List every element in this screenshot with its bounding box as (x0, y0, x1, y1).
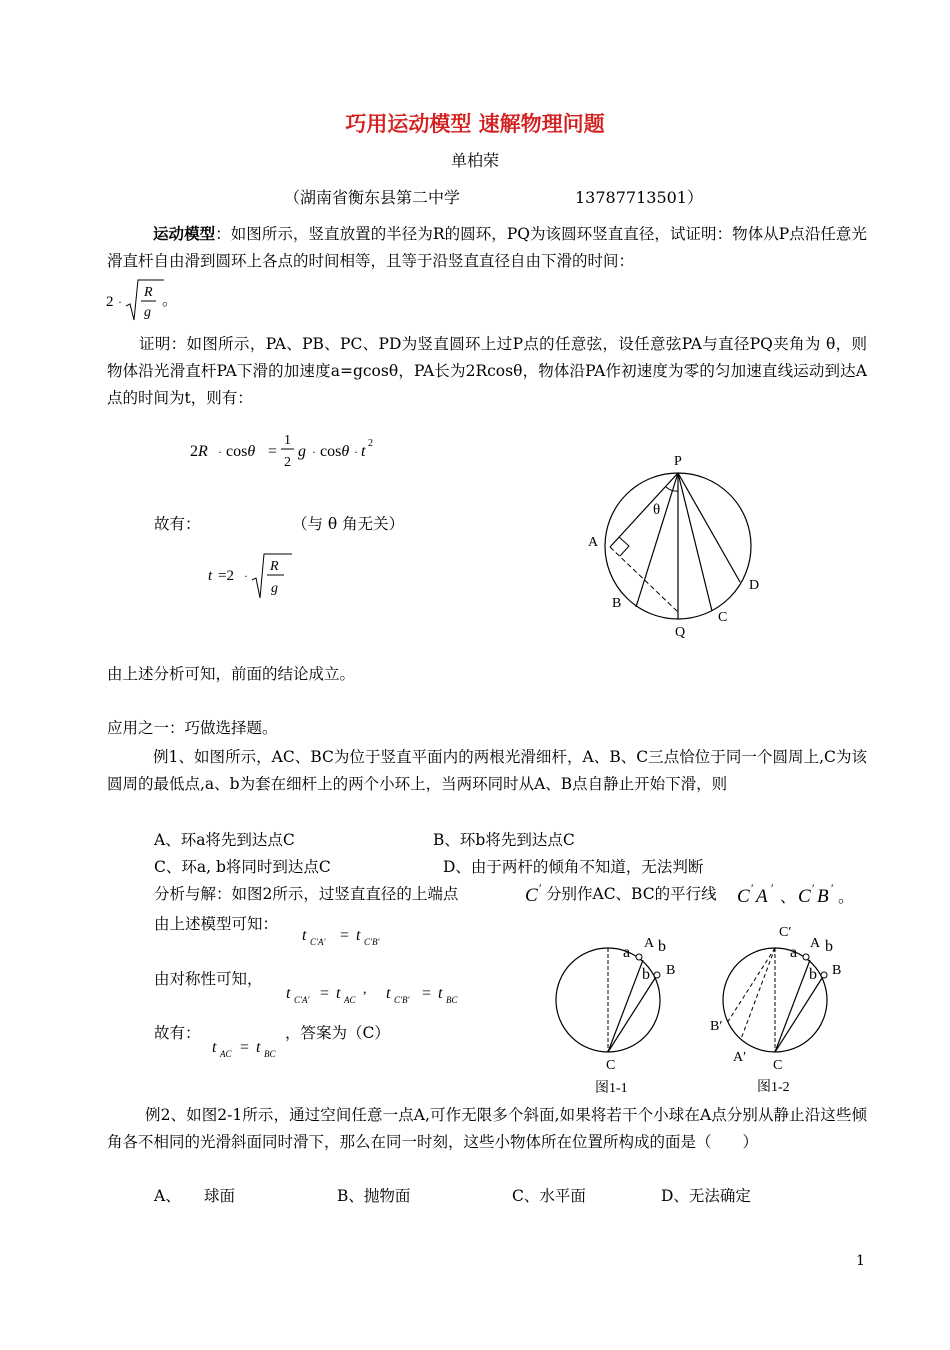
formula-equation (188, 424, 388, 476)
model-paragraph (107, 220, 867, 275)
phone: 13787713501） (575, 188, 703, 207)
fig12-label-c: C (773, 1058, 783, 1073)
svg-text:C: C (737, 886, 750, 907)
page-number: 1 (856, 1253, 865, 1269)
svg-text:=: = (240, 1039, 250, 1056)
formula-symmetry (284, 976, 474, 1008)
formula-tac-eq-tbc (210, 1030, 290, 1062)
svg-text:C: C (798, 886, 811, 907)
example1-option-a: A、环a将先到达点C (154, 831, 295, 849)
svg-text:cosθ: cosθ (320, 443, 350, 460)
svg-text:BC: BC (446, 995, 458, 1005)
svg-text:′: ′ (831, 881, 834, 895)
fig12-label-a-prime: A′ (733, 1050, 747, 1065)
svg-text:AC: AC (220, 1049, 232, 1059)
fig11-label-ring-a: a (623, 944, 631, 961)
svg-text:t: t (336, 985, 341, 1002)
example1-answer: ，答案为（C） (285, 1024, 390, 1042)
svg-text:C′B′: C′B′ (364, 937, 380, 947)
example1-analysis2: 分别作AC、BC的平行线 (546, 885, 717, 903)
fig11-label-b: B (666, 963, 676, 978)
svg-text:t: t (256, 1039, 261, 1056)
svg-text:2R: 2R (190, 443, 208, 460)
figure-circle-chords (580, 448, 780, 648)
proof-note: （与 θ 角无关） (292, 515, 405, 533)
model-text: ：如图所示，竖直放置的半径为R的圆环，PQ为该圆环竖直直径，试证明：物体从P点沿任意光滑直杆自由滑到圆环上各点的时间相等，且等于沿竖直直径自由下滑的时间： (107, 225, 867, 270)
svg-text:BC: BC (264, 1049, 276, 1059)
svg-text:2: 2 (284, 455, 291, 470)
svg-text:、: 、 (780, 889, 797, 906)
affiliation: （湖南省衡东县第二中学 (284, 188, 461, 207)
svg-text:AC: AC (344, 995, 356, 1005)
example1-option-d: D、由于两杆的倾角不知道，无法判断 (443, 858, 704, 876)
fig1-label-c: C (718, 610, 728, 625)
fig1-label-a: A (588, 535, 599, 550)
fig12-ring-b (821, 972, 827, 978)
svg-text:t: t (356, 927, 361, 944)
svg-text:·: · (218, 445, 222, 459)
svg-text:=: = (340, 927, 350, 944)
fig12-caption: 图1-2 (757, 1080, 790, 1095)
svg-text:2: 2 (106, 294, 114, 310)
svg-text:g: g (144, 305, 151, 320)
svg-text:cosθ: cosθ (226, 443, 256, 460)
example1-paragraph: 例1、如图所示，AC、BC为位于竖直平面内的两根光滑细杆，A、B、C三点恰位于同一个圆周上,C为该圆周的最低点,a、b为套在细杆上的两个小环上，当两环同时从A、B点自静止开始下滑，则 (107, 748, 867, 793)
formula-2-sqrt-r-g (104, 276, 164, 326)
svg-text:1: 1 (284, 433, 291, 448)
svg-text:′: ′ (771, 881, 774, 895)
fig11-label-b-top: b (658, 938, 666, 955)
example1-by-symmetry: 由对称性可知， (154, 970, 263, 988)
svg-text:A: A (756, 886, 768, 907)
svg-text:′: ′ (539, 881, 542, 895)
fig1-angle-arc (666, 487, 678, 491)
svg-text:=: = (422, 985, 432, 1002)
author: 单柏荣 (450, 151, 499, 170)
fig1-chord-pd (678, 473, 740, 582)
svg-text:C′A′: C′A′ (294, 995, 310, 1005)
fig1-chord-pa (610, 473, 678, 547)
svg-text:R: R (270, 559, 279, 574)
fig12-label-b: B (832, 963, 842, 978)
proof-conclusion: 由上述分析可知，前面的结论成立。 (107, 665, 356, 683)
svg-text:。: 。 (838, 889, 855, 906)
formula-t (206, 548, 296, 604)
fig1-chord-pc (678, 473, 712, 611)
model-label: 运动模型 (153, 224, 216, 243)
example1-option-b: B、环b将先到达点C (433, 831, 575, 849)
svg-text:C: C (525, 885, 538, 906)
page-title: 巧用运动模型 速解物理问题 (345, 111, 605, 136)
svg-text:2: 2 (368, 438, 373, 449)
svg-text:R: R (144, 285, 153, 300)
svg-text:·: · (312, 445, 316, 459)
fig11-ring-b (654, 972, 660, 978)
proof-therefore: 故有： (154, 515, 201, 533)
fig11-label-a: A (644, 936, 655, 951)
fig12-label-b-prime: B′ (710, 1019, 723, 1034)
symbol-c-prime (524, 880, 548, 908)
example2-option-a: A、 球面 (154, 1187, 235, 1205)
fig11-caption: 图1-1 (595, 1081, 628, 1096)
svg-text:t: t (212, 1039, 217, 1056)
svg-text:·: · (118, 295, 122, 309)
example1-therefore: 故有： (154, 1024, 201, 1042)
figure-1-1 (548, 924, 678, 1099)
fig12-dashed-cb (727, 948, 775, 1023)
svg-text:t: t (438, 985, 443, 1002)
svg-text:t: t (208, 568, 213, 584)
svg-text:=2: =2 (218, 568, 234, 584)
fig1-chord-pb (636, 473, 678, 607)
fig12-label-ring-b: b (809, 966, 817, 983)
fig12-label-b-top: b (825, 938, 833, 955)
svg-text:C′B′: C′B′ (394, 995, 410, 1005)
fig11-label-c: C (606, 1058, 616, 1073)
fig1-label-p: P (674, 454, 682, 469)
fig11-ring-a (636, 954, 642, 960)
fig1-label-d: D (749, 578, 760, 593)
fig12-label-ring-a: a (790, 944, 798, 961)
symbol-parallel-lines (736, 880, 856, 908)
fig1-label-q: Q (675, 625, 686, 640)
svg-text:t: t (361, 443, 366, 460)
example2-paragraph: 例2、如图2-1所示，通过空间任意一点A,可作无限多个斜面,如果将若干个小球在A点分别从静止沿这些倾角各不相同的光滑斜面同时滑下，那么在同一时刻，这些小物体所在位置所构成的面是（ ） (107, 1106, 867, 1151)
svg-text:·: · (244, 569, 248, 583)
fig12-ring-a (803, 954, 809, 960)
svg-text:=: = (268, 443, 278, 460)
svg-text:g: g (271, 581, 278, 596)
svg-text:t: t (386, 985, 391, 1002)
svg-text:t: t (302, 927, 307, 944)
example1-analysis: 分析与解：如图2所示，过竖直直径的上端点 (154, 885, 459, 903)
example2-option-b: B、抛物面 (337, 1187, 411, 1205)
svg-text:,: , (363, 982, 367, 997)
figure-1-2 (700, 920, 850, 1100)
fig12-dashed-ca (741, 948, 775, 1039)
proof-paragraph: 证明：如图所示，PA、PB、PC、PD为竖直圆环上过P点的任意弦，设任意弦PA与直径PQ夹角为 θ，则物体沿光滑直杆PA下滑的加速度a=gcosθ，PA长为2Rcosθ，物体沿PA作初速度为零的匀加速直线运动到达A点的时间为t，则有： (107, 335, 867, 407)
example2-option-c: C、水平面 (512, 1187, 586, 1205)
svg-text:g: g (298, 443, 306, 460)
svg-text:C′A′: C′A′ (310, 937, 326, 947)
fig1-right-angle (619, 537, 629, 556)
fig12-label-a: A (810, 936, 821, 951)
svg-text:′: ′ (812, 881, 815, 895)
fig1-label-theta: θ (653, 502, 661, 518)
model-end-mark: 。 (162, 291, 178, 309)
fig11-label-ring-b: b (642, 966, 650, 983)
svg-text:B: B (817, 886, 829, 907)
svg-text:=: = (320, 985, 330, 1002)
application-heading: 应用之一：巧做选择题。 (107, 719, 278, 737)
example1-option-c: C、环a, b将同时到达点C (154, 858, 331, 876)
formula-tca-eq-tcb (300, 918, 400, 950)
example2-option-d: D、无法确定 (661, 1187, 751, 1205)
svg-text:·: · (354, 445, 358, 459)
fig12-label-c-prime: C′ (779, 925, 792, 940)
svg-text:t: t (286, 985, 291, 1002)
fig1-label-b: B (612, 596, 622, 611)
example1-from-model: 由上述模型可知： (154, 915, 279, 933)
svg-text:′: ′ (751, 881, 754, 895)
